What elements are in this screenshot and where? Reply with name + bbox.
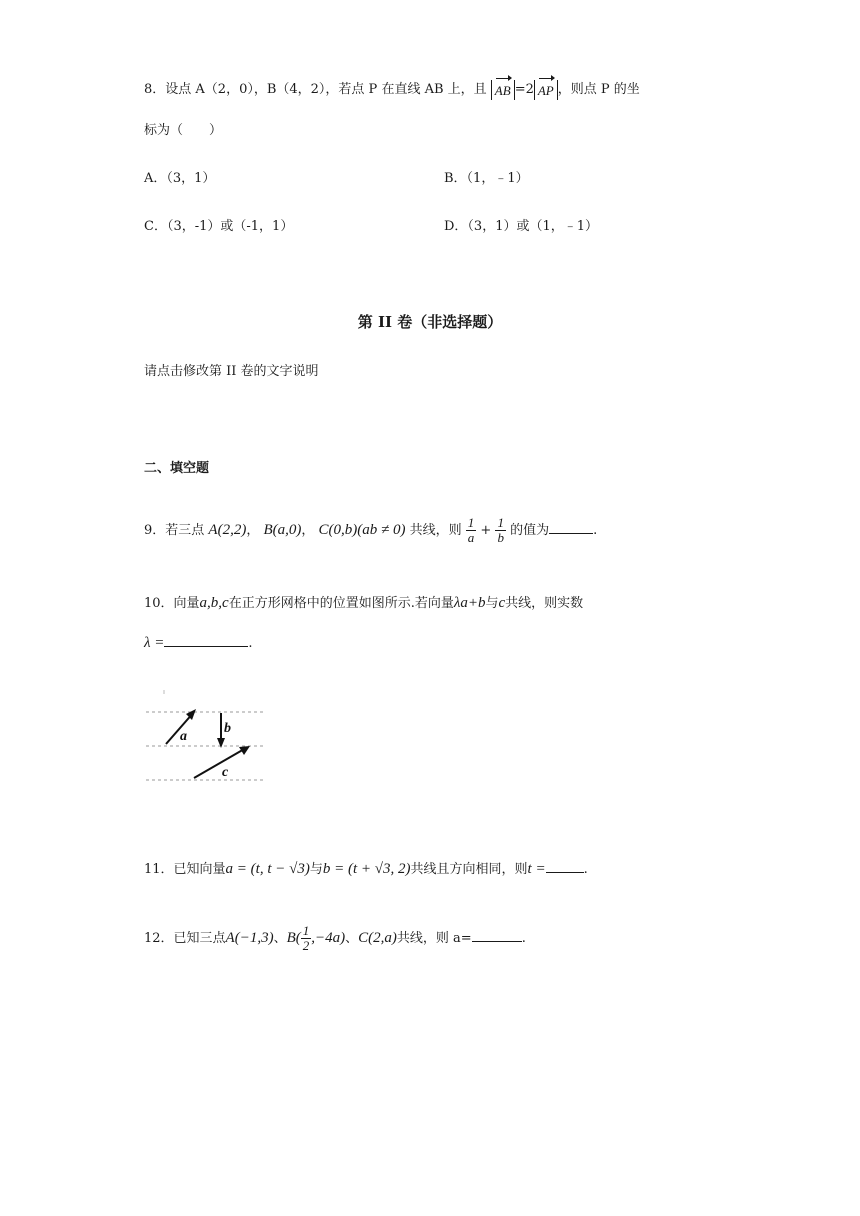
q11-vector-b: b = (t + √3, 2) [322, 861, 411, 877]
q12-point-a: A(−1,3) [225, 930, 274, 946]
q8-stem-line1 [144, 78, 640, 100]
q10-answer-blank [164, 634, 248, 647]
q8-option-c: C．（3，-1）或（-1，1） [144, 219, 294, 234]
q10-label-a: a [180, 729, 187, 744]
q9-end: . [593, 523, 598, 538]
part2-note: 请点击修改第 II 卷的文字说明 [144, 364, 319, 379]
q10-vector-c-arrow [194, 748, 246, 778]
q10-line2 [144, 634, 253, 652]
q8-stem-part1: 8．设点 A（2，0），B（4，2），若点 P 在直线 AB 上，且 [144, 82, 487, 97]
q12-sep1: 、 [273, 931, 287, 946]
q12-answer-blank [472, 929, 522, 942]
q12-point-c: C(2,a) [358, 930, 397, 946]
q10-label-b: b [224, 721, 231, 736]
q12-line [144, 918, 526, 959]
q10-with: 与 [485, 596, 499, 611]
q10-mid: 在正方形网格中的位置如图所示.若向量 [228, 596, 454, 611]
q10-expression: λa+b [453, 595, 486, 611]
q9-suffix: 的值为 [510, 523, 550, 538]
q9-point-b: B(a,0) [263, 522, 302, 538]
q12-point-b-pre: B( [286, 930, 301, 946]
q8-abs-ab: AB [491, 80, 515, 100]
q10-vec-c: c [498, 595, 506, 611]
q8-abs-ap: AP [534, 80, 558, 100]
q9-fraction-2: $\frac{1}{b}$ [497, 515, 504, 545]
q8-option-a: A．（3，1） [144, 171, 216, 186]
q12-prefix: 12．已知三点 [144, 931, 226, 946]
q11-line [144, 858, 588, 878]
q10-prefix: 10．向量 [144, 596, 200, 611]
q11-with: 与 [309, 862, 323, 877]
q12-sep2: 、 [345, 931, 359, 946]
q10-vector-grid-figure [144, 688, 268, 788]
q11-vector-a: a = (t, t − √3) [225, 861, 310, 877]
q9-point-c: C(0,b)(ab ≠ 0) [318, 522, 406, 538]
q12-end: . [521, 931, 526, 946]
q9-fraction-1: $\frac{1}{a}$ [467, 515, 475, 545]
q9-line: 9．若三点 A(2,2)， B(a,0)， C(0,b)(ab ≠ 0) 共线，则 $\frac{1}{a}$ + $\frac{1}{b}$ 的值为 . [144, 515, 598, 545]
q8-stem-part2: ，则点 P 的坐 [557, 82, 640, 97]
part2-title: 第 II 卷（非选择题） [357, 313, 503, 331]
q12-fraction: $\frac{1}{2}$ [302, 923, 310, 953]
q10-end: . [248, 636, 253, 651]
q9-mid: 共线，则 [409, 523, 462, 538]
q11-suffix: 共线且方向相同，则 [410, 862, 528, 877]
q9-plus: + [480, 523, 492, 538]
q11-prefix: 11．已知向量 [144, 862, 226, 877]
q12-point-b-post: ,−4a) [311, 930, 346, 946]
q12-suffix: 共线，则 a= [396, 931, 472, 946]
q8-stem-line2: 标为（ ） [144, 123, 223, 138]
q9-prefix: 9．若三点 [144, 523, 205, 538]
q9-answer-blank [549, 521, 593, 534]
q10-label-c: c [222, 765, 229, 780]
q10-suffix: 共线，则实数 [505, 596, 584, 611]
q11-t-eq: t = [527, 861, 546, 877]
q10-lambda: λ = [144, 635, 165, 651]
q10-line1 [144, 592, 583, 612]
q8-option-b: B．（1，﹣1） [444, 171, 529, 186]
q11-end: . [583, 862, 588, 877]
q11-answer-blank [546, 860, 584, 873]
section-fill-blank-title: 二、填空题 [144, 461, 210, 476]
q8-eq: =2 [514, 82, 534, 97]
q9-point-a: A(2,2) [208, 522, 247, 538]
q8-option-d: D．（3，1）或（1，﹣1） [444, 219, 599, 234]
q10-vectors: a,b,c [199, 595, 229, 611]
